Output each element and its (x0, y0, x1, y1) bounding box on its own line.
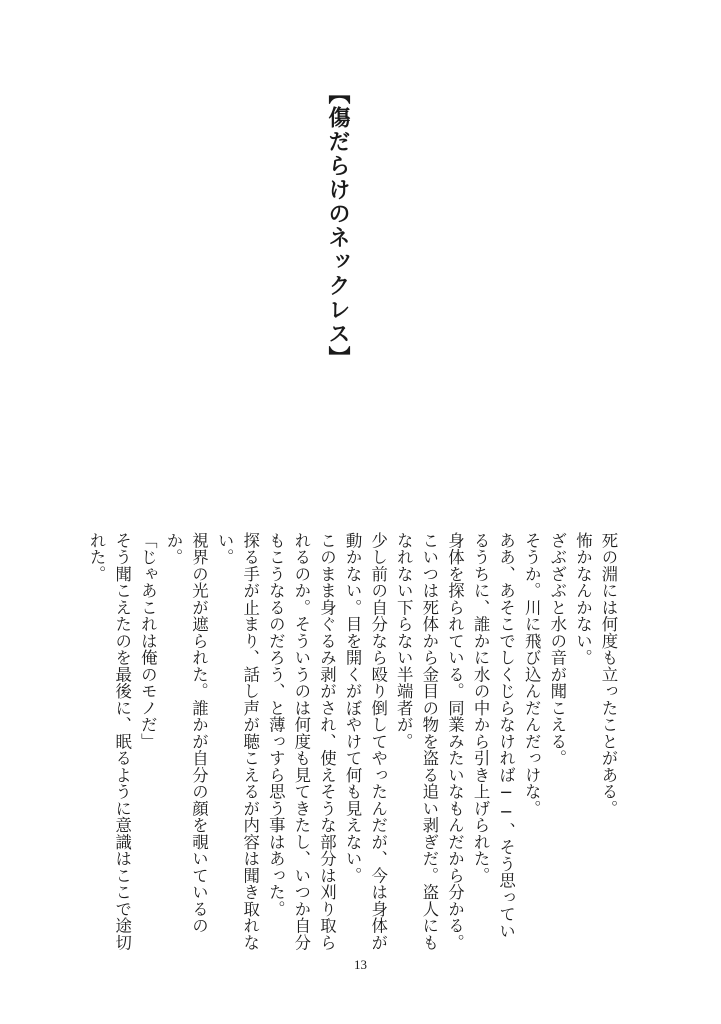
paragraph: 死の淵には何度も立ったことがある。 (599, 532, 618, 817)
paragraph: ああ、あそこでしくじらなければ──、そう思っているうちに、誰かに水の中から引き上げられた。 (471, 532, 516, 940)
paragraph: 「じゃあこれは俺のモノだ」 (138, 532, 158, 750)
body-text (84, 532, 621, 952)
paragraph: 視界の光が遮られた。誰かが自分の顔を覗いているのか。 (163, 532, 209, 934)
chapter-title: 【傷だらけのネックレス】 (325, 82, 351, 370)
paragraph: 身体を探られている。同業みたいなもんだから分かる。こいつは死体から金目の物を盗る追い剥ぎだ。盗人にもなれない下らない半端者が。 (394, 532, 465, 951)
paragraph: 少し前の自分なら殴り倒してやったんだが、今は身体が動かない。目を開くがぼやけて何も見えない。 (343, 532, 388, 951)
paragraph: 探る手が止まり、話し声が聴こえるが内容は聞き取れない。 (215, 532, 260, 951)
paragraph: 怖かなんかない。 (573, 532, 593, 666)
paragraph: ざぶざぶと水の音が聞こえる。 (547, 532, 567, 767)
paragraph: そうか。川に飛び込んだんだっけな。 (522, 532, 542, 817)
paragraph: このまま身ぐるみ剥がされ、使えそうな部分は刈り取られるのか。そういうのは何度も見てきたし、いつか自分もこうなるのだろう、と薄っすら思う事はあった。 (266, 532, 337, 951)
page-number: 13 (354, 957, 367, 972)
paragraph: そう聞こえたのを最後に、眠るように意識はここで途切れた。 (87, 532, 132, 951)
